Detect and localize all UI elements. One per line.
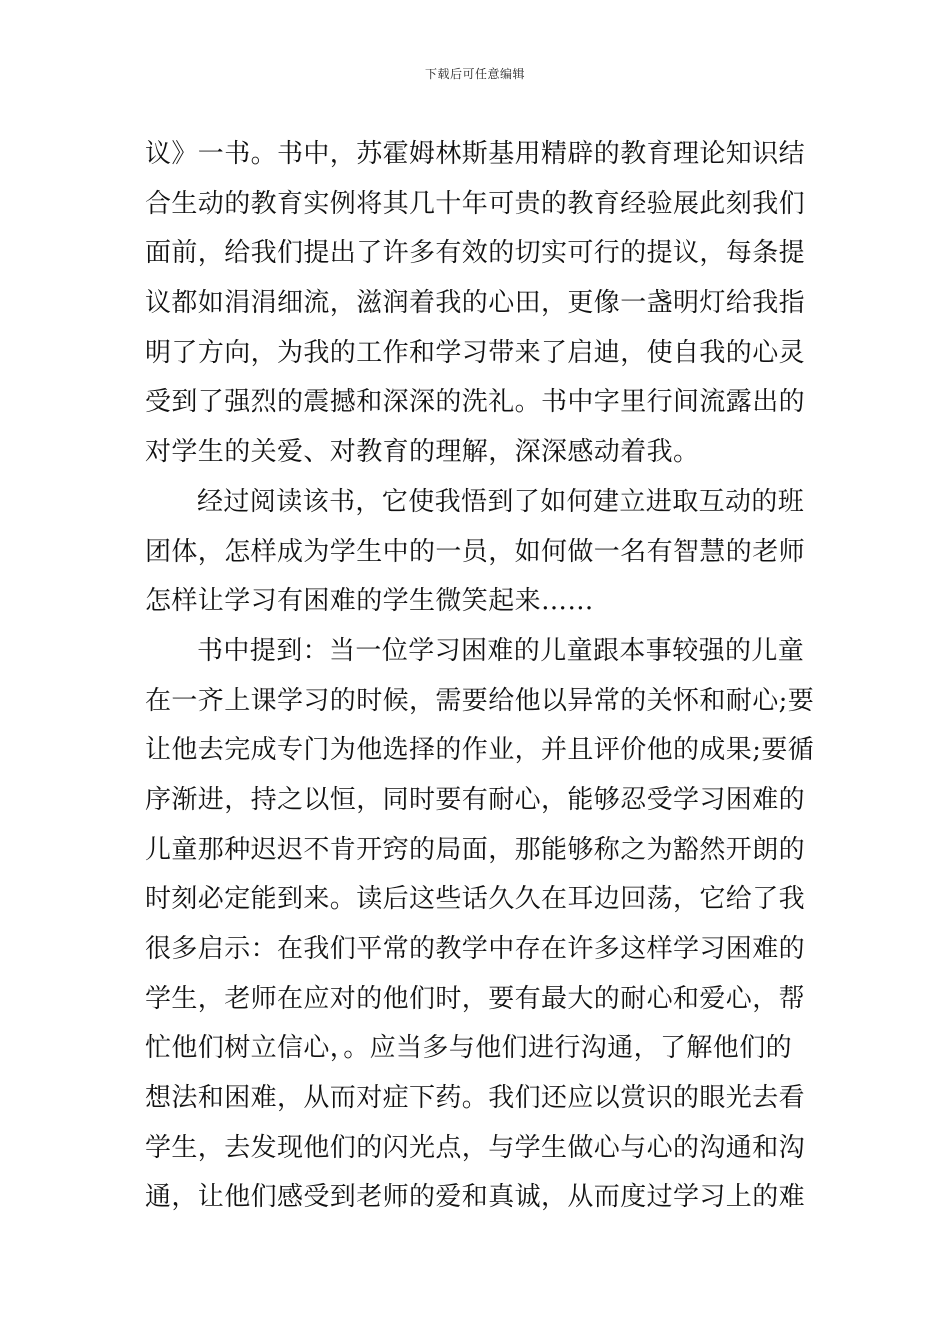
text-line: 团体，怎样成为学生中的一员，如何做一名有智慧的老师 (145, 536, 806, 567)
text-line: 对学生的关爱、对教育的理解，深深感动着我。 (145, 437, 700, 468)
page-header-note: 下载后可任意编辑 (424, 67, 525, 81)
body-text (145, 130, 815, 1223)
text-line: 通，让他们感受到老师的爱和真诚，从而度过学习上的难 (145, 1182, 806, 1213)
text-line: 受到了强烈的震撼和深深的洗礼。书中字里行间流露出的 (145, 387, 806, 418)
text-line: 很多启示：在我们平常的教学中存在许多这样学习困难的 (145, 934, 806, 964)
text-line: 时刻必定能到来。读后这些话久久在耳边回荡，它给了我 (145, 884, 806, 915)
text-line: 议都如涓涓细流，滋润着我的心田，更像一盏明灯给我指 (145, 288, 806, 319)
text-line: 儿童那种迟迟不肯开窍的局面，那能够称之为豁然开朗的 (145, 834, 806, 865)
text-line: 明了方向，为我的工作和学习带来了启迪，使自我的心灵 (145, 337, 806, 368)
text-line: 怎样让学习有困难的学生微笑起来…… (145, 586, 594, 617)
paragraph-start-line: 书中提到：当一位学习困难的儿童跟本事较强的儿童 (197, 635, 805, 666)
text-line: 想法和困难，从而对症下药。我们还应以赏识的眼光去看 (145, 1083, 806, 1114)
text-line: 在一齐上课学习的时候，需要给他以异常的关怀和耐心;要 (145, 685, 815, 716)
text-line: 让他去完成专门为他选择的作业，并且评价他的成果;要循 (145, 735, 815, 766)
text-line: 忙他们树立信心，。应当多与他们进行沟通，了解他们的 (145, 1033, 793, 1064)
text-line: 面前，给我们提出了许多有效的切实可行的提议，每条提 (145, 238, 806, 269)
text-line: 合生动的教育实例将其几十年可贵的教育经验展此刻我们 (145, 188, 806, 219)
text-line: 学生，老师在应对的他们时，要有最大的耐心和爱心，帮 (145, 983, 806, 1014)
paragraph-start-line: 经过阅读该书，它使我悟到了如何建立进取互动的班 (197, 486, 805, 517)
text-line: 序渐进，持之以恒，同时要有耐心，能够忍受学习困难的 (145, 784, 806, 815)
text-line: 学生，去发现他们的闪光点，与学生做心与心的沟通和沟 (145, 1132, 806, 1163)
text-line: 议》一书。书中，苏霍姆林斯基用精辟的教育理论知识结 (145, 139, 806, 169)
